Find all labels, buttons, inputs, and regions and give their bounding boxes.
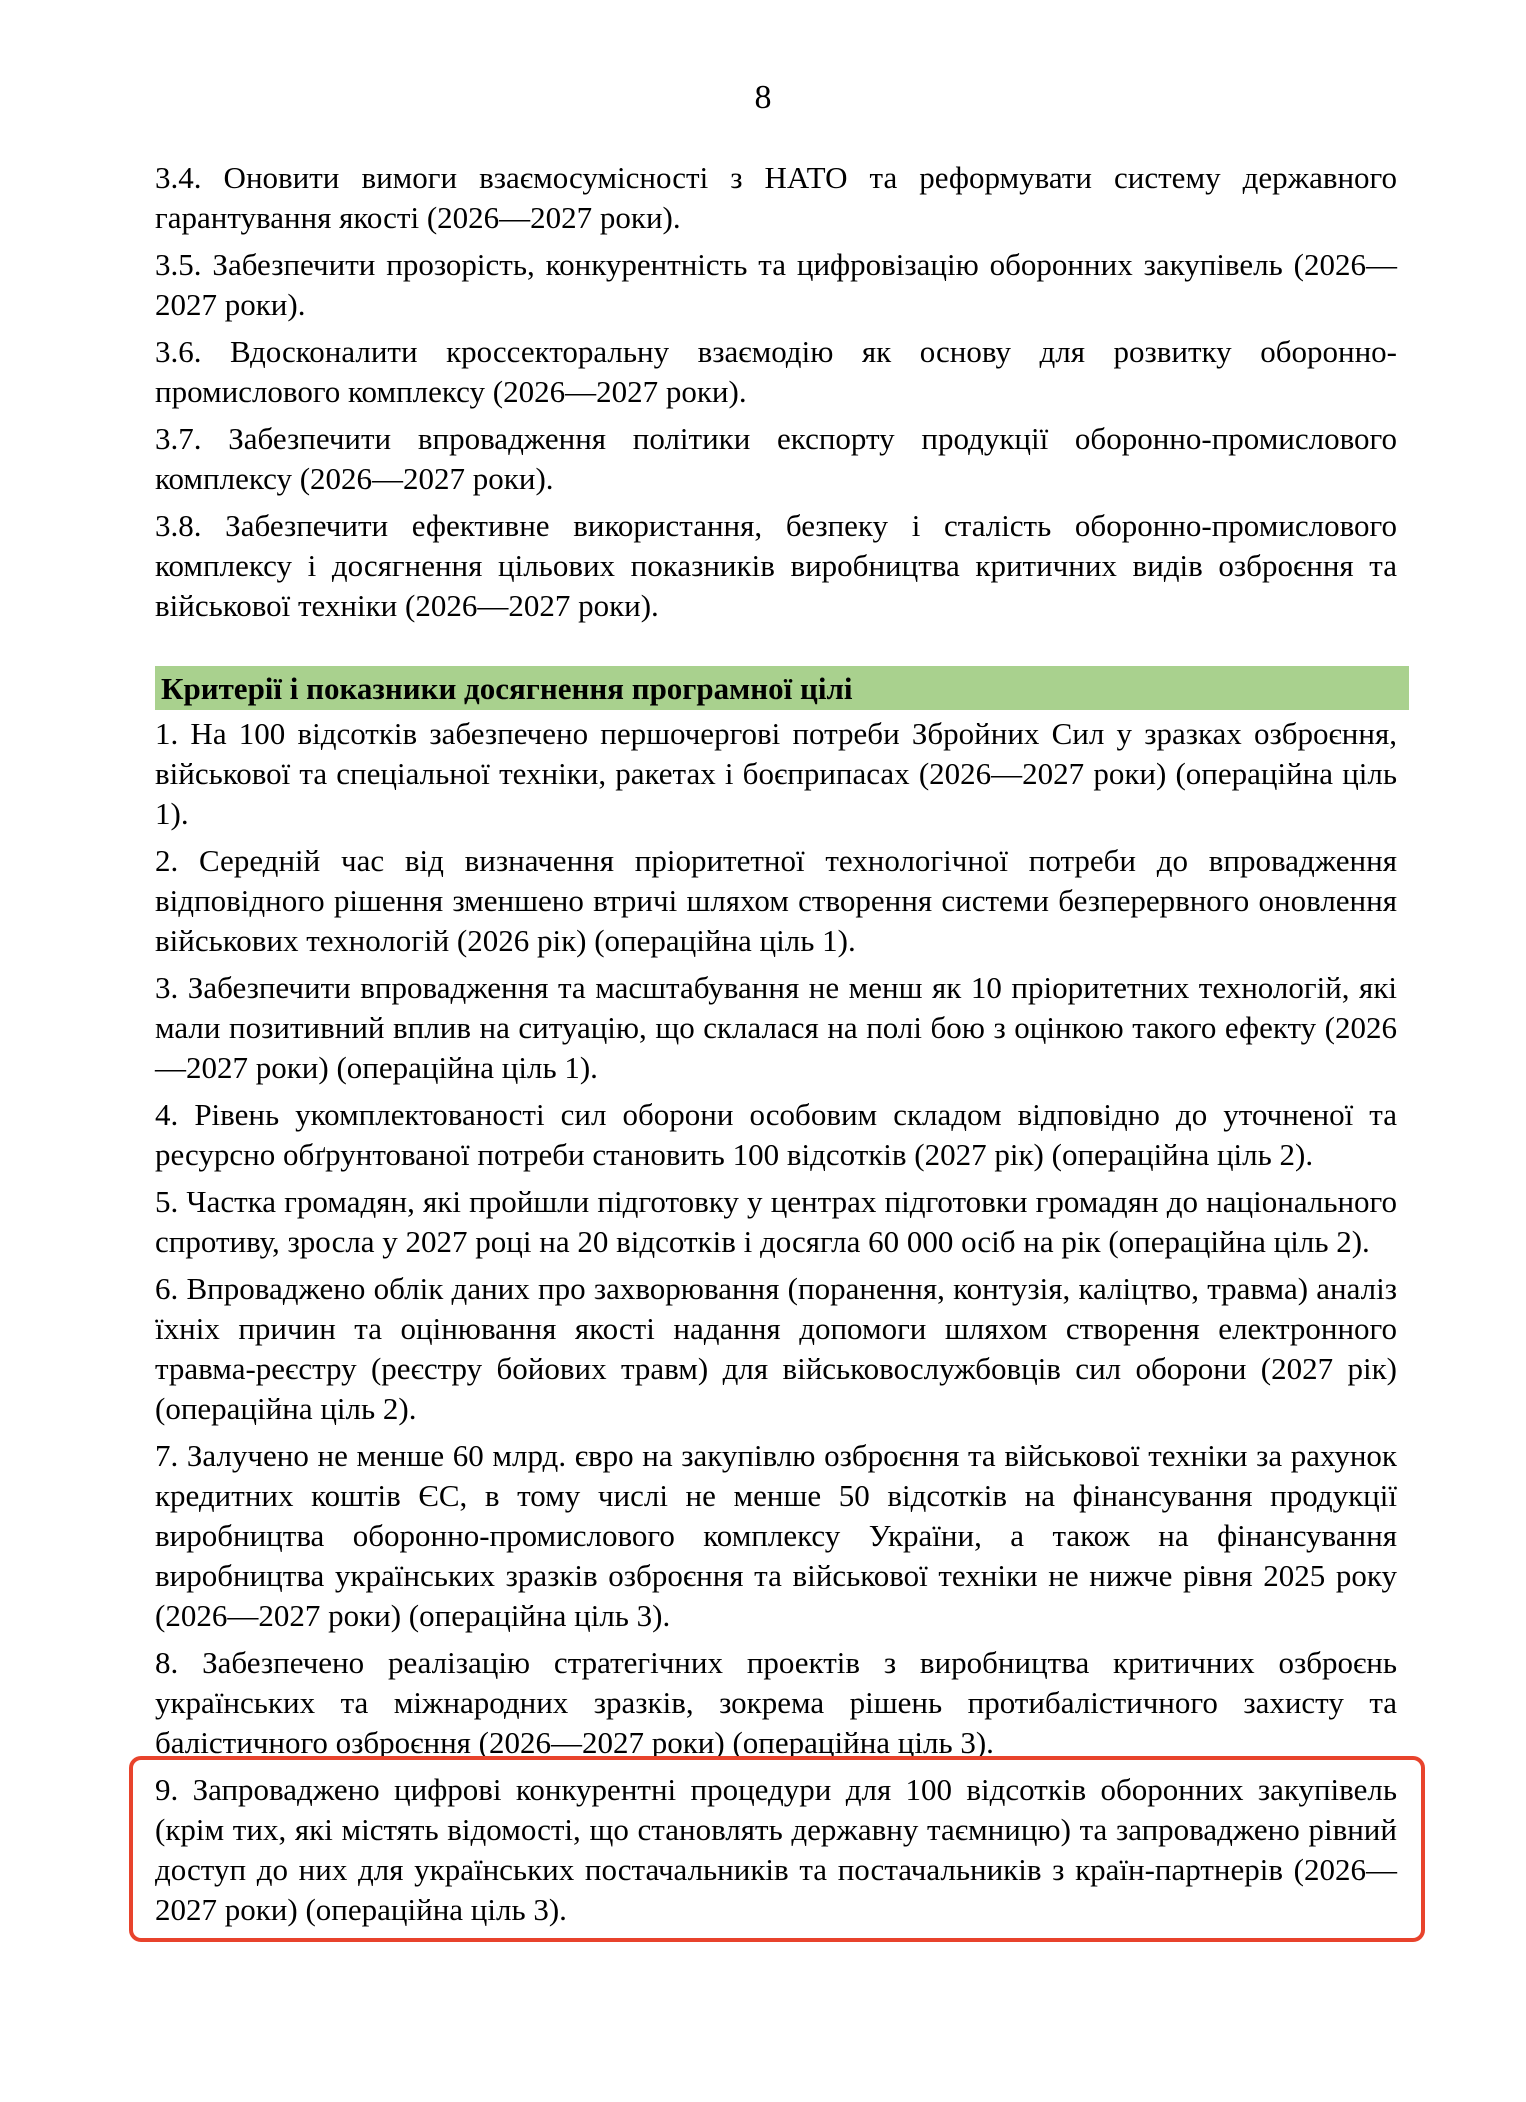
criteria-item-2: 2. Середній час від визначення пріоритетної технологічної потреби до впровадження відповідного рішення зменшено втричі шляхом створення системи безперервного оновлення військових технологій (2026 рік) (операційна ціль 1). [155, 843, 1397, 958]
criteria-item-8: 8. Забезпечено реалізацію стратегічних проектів з виробництва критичних озброєнь українських та міжнародних зразків, зокрема рішень протибалістичного захисту та балістичного озброєння (2026—2027 роки) (операційна ціль 3). [155, 1645, 1397, 1760]
document-body [155, 158, 1397, 1937]
criteria-item-6: 6. Впроваджено облік даних про захворювання (поранення, контузія, каліцтво, травма) аналіз їхніх причин та оцінювання якості надання допомоги шляхом створення електронного травма-реєстру (реєстру бойових травм) для військовослужбовців сил оборони (2027 рік) (операційна ціль 2). [155, 1271, 1397, 1426]
criteria-item-9: 9. Запроваджено цифрові конкурентні процедури для 100 відсотків оборонних закупівель (крім тих, які містять відомості, що становлять державну таємницю) та запроваджено рівний доступ до них для українських постачальників та постачальників з країн-партнерів (2026—2027 роки) (операційна ціль 3). [155, 1772, 1397, 1927]
criteria-item-3: 3. Забезпечити впровадження та масштабування не менш як 10 пріоритетних технологій, які мали позитивний вплив на ситуацію, що склалася на полі бою з оцінкою такого ефекту (2026—2027 роки) (операційна ціль 1). [155, 970, 1397, 1085]
task-list [155, 158, 1397, 626]
task-item-3-6: 3.6. Вдосконалити кроссекторальну взаємодію як основу для розвитку оборонно-промислового комплексу (2026—2027 роки). [155, 334, 1397, 409]
task-item-3-5: 3.5. Забезпечити прозорість, конкурентність та цифровізацію оборонних закупівель (2026—2027 роки). [155, 247, 1397, 322]
criteria-list [155, 714, 1397, 1930]
task-item-3-8: 3.8. Забезпечити ефективне використання, безпеку і сталість оборонно-промислового комплексу і досягнення цільових показників виробництва критичних видів озброєння та військової техніки (2026—2027 роки). [155, 508, 1397, 623]
task-item-3-7: 3.7. Забезпечити впровадження політики експорту продукції оборонно-промислового комплексу (2026—2027 роки). [155, 421, 1397, 496]
criteria-item-1: 1. На 100 відсотків забезпечено першочергові потреби Збройних Сил у зразках озброєння, військової та спеціальної техніки, ракетах і боєприпасах (2026—2027 роки) (операційна ціль 1). [155, 716, 1397, 831]
criteria-heading: Критерії і показники досягнення програмної цілі [155, 666, 1409, 710]
page-number: 8 [754, 79, 772, 116]
criteria-item-4: 4. Рівень укомплектованості сил оборони особовим складом відповідно до уточненої та ресурсно обґрунтованої потреби становить 100 відсотків (2027 рік) (операційна ціль 2). [155, 1097, 1397, 1172]
criteria-item-5: 5. Частка громадян, які пройшли підготовку у центрах підготовки громадян до національного спротиву, зросла у 2027 році на 20 відсотків і досягла 60 000 осіб на рік (операційна ціль 2). [155, 1184, 1397, 1259]
criteria-item-7: 7. Залучено не менше 60 млрд. євро на закупівлю озброєння та військової техніки за рахунок кредитних коштів ЄС, в тому числі не менше 50 відсотків на фінансування продукції виробництва оборонно-промислового комплексу України, а також на фінансування виробництва українських зразків озброєння та військової техніки не нижче рівня 2025 року (2026—2027 роки) (операційна ціль 3). [155, 1438, 1397, 1633]
task-item-3-4: 3.4. Оновити вимоги взаємосумісності з НАТО та реформувати систему державного гарантування якості (2026—2027 роки). [155, 160, 1397, 235]
